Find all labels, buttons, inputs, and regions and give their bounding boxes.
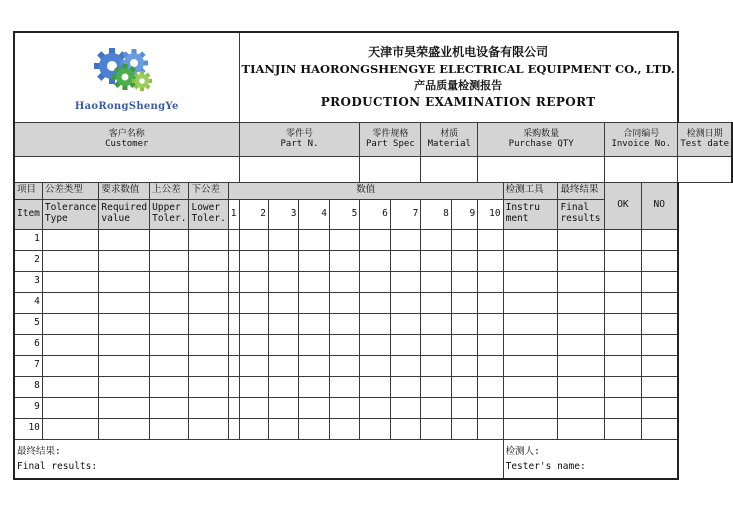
item-number: 4 (14, 292, 42, 313)
final-results-header-cn: 最终结果 (558, 182, 605, 199)
table-cell[interactable] (268, 334, 298, 355)
table-row (14, 397, 732, 418)
table-cell[interactable] (478, 376, 503, 397)
examination-report-table (13, 31, 733, 480)
table-cell[interactable] (150, 376, 189, 397)
table-cell[interactable] (189, 418, 228, 439)
table-cell[interactable] (451, 418, 477, 439)
table-cell[interactable] (360, 292, 390, 313)
table-cell[interactable] (641, 313, 678, 334)
values-header-cn: 数值 (228, 182, 503, 199)
table-cell[interactable] (329, 250, 359, 271)
value-col-5: 5 (329, 199, 359, 229)
value-col-10: 10 (478, 199, 503, 229)
ok-header: OK (605, 182, 642, 229)
value-col-8: 8 (421, 199, 451, 229)
table-cell[interactable] (641, 418, 678, 439)
table-cell[interactable] (478, 250, 503, 271)
table-cell[interactable] (299, 397, 329, 418)
table-cell[interactable] (558, 313, 605, 334)
value-col-1: 1 (228, 199, 239, 229)
table-cell[interactable] (268, 355, 298, 376)
table-cell[interactable] (478, 334, 503, 355)
table-row (14, 292, 732, 313)
invoice-no-header: 合同编号 Invoice No. (605, 122, 678, 156)
table-cell[interactable] (239, 271, 268, 292)
table-cell[interactable] (99, 250, 150, 271)
table-cell[interactable] (268, 271, 298, 292)
item-number: 9 (14, 397, 42, 418)
table-cell[interactable] (99, 313, 150, 334)
value-col-7: 7 (390, 199, 420, 229)
table-cell[interactable] (150, 397, 189, 418)
table-cell[interactable] (390, 271, 420, 292)
table-cell[interactable] (360, 313, 390, 334)
table-cell[interactable] (641, 397, 678, 418)
company-name-en: TIANJIN HAORONGSHENGYE ELECTRICAL EQUIPMENT CO., LTD. (241, 62, 675, 77)
table-cell[interactable] (99, 355, 150, 376)
part-spec-header: 零件规格 Part Spec (360, 122, 421, 156)
table-cell[interactable] (641, 271, 678, 292)
table-cell[interactable] (42, 376, 98, 397)
company-logo (75, 41, 179, 112)
value-col-2: 2 (239, 199, 268, 229)
table-cell[interactable] (228, 292, 239, 313)
table-cell[interactable] (228, 229, 239, 250)
no-header: NO (641, 182, 678, 229)
table-cell[interactable] (239, 355, 268, 376)
purchase-qty-header: 采购数量 Purchase QTY (478, 122, 605, 156)
table-cell[interactable] (503, 418, 558, 439)
table-cell[interactable] (99, 376, 150, 397)
table-cell[interactable] (478, 418, 503, 439)
table-cell[interactable] (503, 250, 558, 271)
table-cell[interactable] (99, 292, 150, 313)
table-cell[interactable] (390, 313, 420, 334)
table-cell[interactable] (390, 355, 420, 376)
table-cell[interactable] (421, 271, 451, 292)
table-cell[interactable] (605, 418, 642, 439)
table-cell[interactable] (558, 355, 605, 376)
table-cell[interactable] (329, 376, 359, 397)
table-cell[interactable] (558, 250, 605, 271)
table-cell[interactable] (503, 229, 558, 250)
table-cell[interactable] (150, 313, 189, 334)
table-cell[interactable] (390, 292, 420, 313)
invoice-no-value[interactable] (605, 156, 678, 182)
table-cell[interactable] (42, 250, 98, 271)
table-cell[interactable] (641, 334, 678, 355)
tester-label-en: Tester's name: (505, 460, 586, 472)
item-number: 7 (14, 355, 42, 376)
required-value-header-cn: 要求数值 (99, 182, 150, 199)
table-cell[interactable] (150, 355, 189, 376)
table-cell[interactable] (228, 271, 239, 292)
table-cell[interactable] (390, 397, 420, 418)
table-cell[interactable] (360, 418, 390, 439)
table-cell[interactable] (558, 418, 605, 439)
table-cell[interactable] (605, 229, 642, 250)
table-cell[interactable] (99, 418, 150, 439)
upper-toler-header-en: Upper Toler. (150, 199, 189, 229)
table-cell[interactable] (558, 229, 605, 250)
lower-toler-header-en: Lower Toler. (189, 199, 228, 229)
customer-header: 客户名称 Customer (14, 122, 239, 156)
table-cell[interactable] (478, 397, 503, 418)
table-cell[interactable] (239, 334, 268, 355)
table-cell[interactable] (503, 292, 558, 313)
table-cell[interactable] (42, 418, 98, 439)
table-cell[interactable] (360, 376, 390, 397)
table-cell[interactable] (299, 418, 329, 439)
table-cell[interactable] (503, 397, 558, 418)
required-value-header-en: Required value (99, 199, 150, 229)
table-cell[interactable] (150, 271, 189, 292)
item-number: 6 (14, 334, 42, 355)
table-cell[interactable] (228, 397, 239, 418)
part-spec-value[interactable] (360, 156, 421, 182)
table-cell[interactable] (189, 355, 228, 376)
table-cell[interactable] (421, 292, 451, 313)
table-cell[interactable] (558, 376, 605, 397)
table-cell[interactable] (478, 292, 503, 313)
table-cell[interactable] (329, 334, 359, 355)
table-cell[interactable] (299, 292, 329, 313)
table-cell[interactable] (228, 250, 239, 271)
table-cell[interactable] (299, 355, 329, 376)
table-cell[interactable] (421, 418, 451, 439)
purchase-qty-value[interactable] (478, 156, 605, 182)
table-cell[interactable] (268, 397, 298, 418)
item-number: 1 (14, 229, 42, 250)
table-cell[interactable] (421, 250, 451, 271)
table-cell[interactable] (503, 376, 558, 397)
table-cell[interactable] (268, 418, 298, 439)
table-cell[interactable] (605, 313, 642, 334)
logo-text: HaoRongShengYe (74, 101, 179, 113)
material-header: 材质 Material (421, 122, 478, 156)
tester-label-cn: 检测人: (505, 445, 540, 457)
table-cell[interactable] (641, 376, 678, 397)
table-row (14, 418, 732, 439)
table-cell[interactable] (421, 397, 451, 418)
table-cell[interactable] (421, 355, 451, 376)
table-cell[interactable] (503, 313, 558, 334)
table-cell[interactable] (451, 271, 477, 292)
table-cell[interactable] (478, 229, 503, 250)
table-cell[interactable] (390, 418, 420, 439)
table-cell[interactable] (42, 355, 98, 376)
table-cell[interactable] (390, 334, 420, 355)
table-cell[interactable] (360, 334, 390, 355)
table-cell[interactable] (189, 292, 228, 313)
table-cell[interactable] (605, 292, 642, 313)
table-cell[interactable] (605, 355, 642, 376)
table-cell[interactable] (42, 229, 98, 250)
table-cell[interactable] (641, 292, 678, 313)
table-cell[interactable] (189, 250, 228, 271)
table-cell[interactable] (478, 355, 503, 376)
report-title-en: PRODUCTION EXAMINATION REPORT (320, 95, 596, 110)
table-cell[interactable] (239, 250, 268, 271)
table-cell[interactable] (451, 397, 477, 418)
table-cell[interactable] (99, 271, 150, 292)
table-cell[interactable] (239, 418, 268, 439)
table-cell[interactable] (503, 334, 558, 355)
table-cell[interactable] (189, 313, 228, 334)
material-value[interactable] (421, 156, 478, 182)
table-cell[interactable] (421, 229, 451, 250)
table-cell[interactable] (503, 271, 558, 292)
final-results-label-cn: 最终结果: (17, 445, 61, 457)
logo-cell (14, 32, 239, 122)
table-cell[interactable] (390, 250, 420, 271)
table-cell[interactable] (329, 313, 359, 334)
table-cell[interactable] (605, 397, 642, 418)
table-cell[interactable] (239, 292, 268, 313)
table-cell[interactable] (605, 271, 642, 292)
table-cell[interactable] (268, 292, 298, 313)
table-cell[interactable] (228, 376, 239, 397)
table-cell[interactable] (605, 250, 642, 271)
table-cell[interactable] (478, 313, 503, 334)
table-cell[interactable] (228, 418, 239, 439)
table-cell[interactable] (299, 334, 329, 355)
table-cell[interactable] (299, 271, 329, 292)
test-date-value[interactable] (678, 156, 732, 182)
table-cell[interactable] (390, 229, 420, 250)
table-cell[interactable] (42, 271, 98, 292)
final-results-label-en: Final results: (17, 460, 98, 472)
table-cell[interactable] (558, 271, 605, 292)
table-cell[interactable] (150, 418, 189, 439)
table-row (14, 229, 732, 250)
table-cell[interactable] (299, 229, 329, 250)
item-rows (14, 229, 732, 439)
table-cell[interactable] (189, 376, 228, 397)
item-number: 5 (14, 313, 42, 334)
table-cell[interactable] (605, 376, 642, 397)
part-no-value[interactable] (239, 156, 360, 182)
final-results-footer (14, 439, 503, 479)
table-cell[interactable] (268, 313, 298, 334)
table-cell[interactable] (360, 250, 390, 271)
lower-toler-header-cn: 下公差 (189, 182, 228, 199)
table-cell[interactable] (299, 313, 329, 334)
table-cell[interactable] (299, 376, 329, 397)
table-cell[interactable] (329, 418, 359, 439)
table-cell[interactable] (360, 229, 390, 250)
part-no-header: 零件号 Part N. (239, 122, 360, 156)
table-cell[interactable] (99, 397, 150, 418)
table-cell[interactable] (299, 250, 329, 271)
table-cell[interactable] (239, 229, 268, 250)
table-cell[interactable] (558, 292, 605, 313)
table-cell[interactable] (189, 229, 228, 250)
instrument-header-en: Instru ment (503, 199, 558, 229)
table-cell[interactable] (42, 397, 98, 418)
table-cell[interactable] (239, 313, 268, 334)
table-cell[interactable] (360, 271, 390, 292)
title-cell (239, 32, 678, 122)
item-number: 3 (14, 271, 42, 292)
table-cell[interactable] (42, 292, 98, 313)
value-col-6: 6 (360, 199, 390, 229)
customer-value[interactable] (14, 156, 239, 182)
company-name-cn: 天津市昊荣盛业机电设备有限公司 (368, 45, 549, 60)
table-row (14, 250, 732, 271)
table-row (14, 376, 732, 397)
table-cell[interactable] (239, 397, 268, 418)
item-number: 10 (14, 418, 42, 439)
table-cell[interactable] (558, 334, 605, 355)
item-number: 2 (14, 250, 42, 271)
table-cell[interactable] (42, 313, 98, 334)
value-col-9: 9 (451, 199, 477, 229)
instrument-header-cn: 检测工具 (503, 182, 558, 199)
table-cell[interactable] (641, 250, 678, 271)
table-cell[interactable] (451, 250, 477, 271)
table-cell[interactable] (189, 271, 228, 292)
table-cell[interactable] (421, 313, 451, 334)
table-cell[interactable] (451, 313, 477, 334)
item-header-en: Item (14, 199, 42, 229)
upper-toler-header-cn: 上公差 (150, 182, 189, 199)
table-row (14, 313, 732, 334)
table-cell[interactable] (390, 376, 420, 397)
table-row (14, 271, 732, 292)
table-cell[interactable] (42, 334, 98, 355)
table-cell[interactable] (329, 355, 359, 376)
table-cell[interactable] (451, 292, 477, 313)
table-cell[interactable] (228, 334, 239, 355)
table-cell[interactable] (641, 355, 678, 376)
table-row (14, 355, 732, 376)
test-date-header: 检测日期 Test date (678, 122, 732, 156)
table-cell[interactable] (605, 334, 642, 355)
gears-logo-icon (90, 41, 164, 99)
table-cell[interactable] (451, 355, 477, 376)
table-cell[interactable] (558, 397, 605, 418)
item-number: 8 (14, 376, 42, 397)
final-results-header-en: Final results (558, 199, 605, 229)
table-cell[interactable] (503, 355, 558, 376)
report-title-cn: 产品质量检测报告 (414, 79, 503, 93)
table-cell[interactable] (421, 376, 451, 397)
table-cell[interactable] (150, 292, 189, 313)
table-cell[interactable] (189, 334, 228, 355)
table-cell[interactable] (451, 334, 477, 355)
table-cell[interactable] (329, 271, 359, 292)
table-cell[interactable] (99, 334, 150, 355)
tolerance-type-header-en: Tolerance Type (42, 199, 98, 229)
table-cell[interactable] (239, 376, 268, 397)
table-cell[interactable] (99, 229, 150, 250)
table-cell[interactable] (641, 229, 678, 250)
value-col-4: 4 (299, 199, 329, 229)
table-cell[interactable] (268, 250, 298, 271)
table-cell[interactable] (268, 376, 298, 397)
table-cell[interactable] (478, 271, 503, 292)
table-row (14, 334, 732, 355)
table-cell[interactable] (189, 397, 228, 418)
table-cell[interactable] (360, 355, 390, 376)
table-cell[interactable] (329, 397, 359, 418)
table-cell[interactable] (421, 334, 451, 355)
table-cell[interactable] (150, 334, 189, 355)
tolerance-type-header-cn: 公差类型 (42, 182, 98, 199)
table-cell[interactable] (329, 229, 359, 250)
item-header-cn: 项目 (14, 182, 42, 199)
tester-footer (503, 439, 678, 479)
table-cell[interactable] (150, 229, 189, 250)
table-cell[interactable] (268, 229, 298, 250)
table-cell[interactable] (228, 313, 239, 334)
table-cell[interactable] (360, 397, 390, 418)
value-col-3: 3 (268, 199, 298, 229)
table-cell[interactable] (451, 376, 477, 397)
table-cell[interactable] (329, 292, 359, 313)
table-cell[interactable] (228, 355, 239, 376)
table-cell[interactable] (451, 229, 477, 250)
table-cell[interactable] (150, 250, 189, 271)
